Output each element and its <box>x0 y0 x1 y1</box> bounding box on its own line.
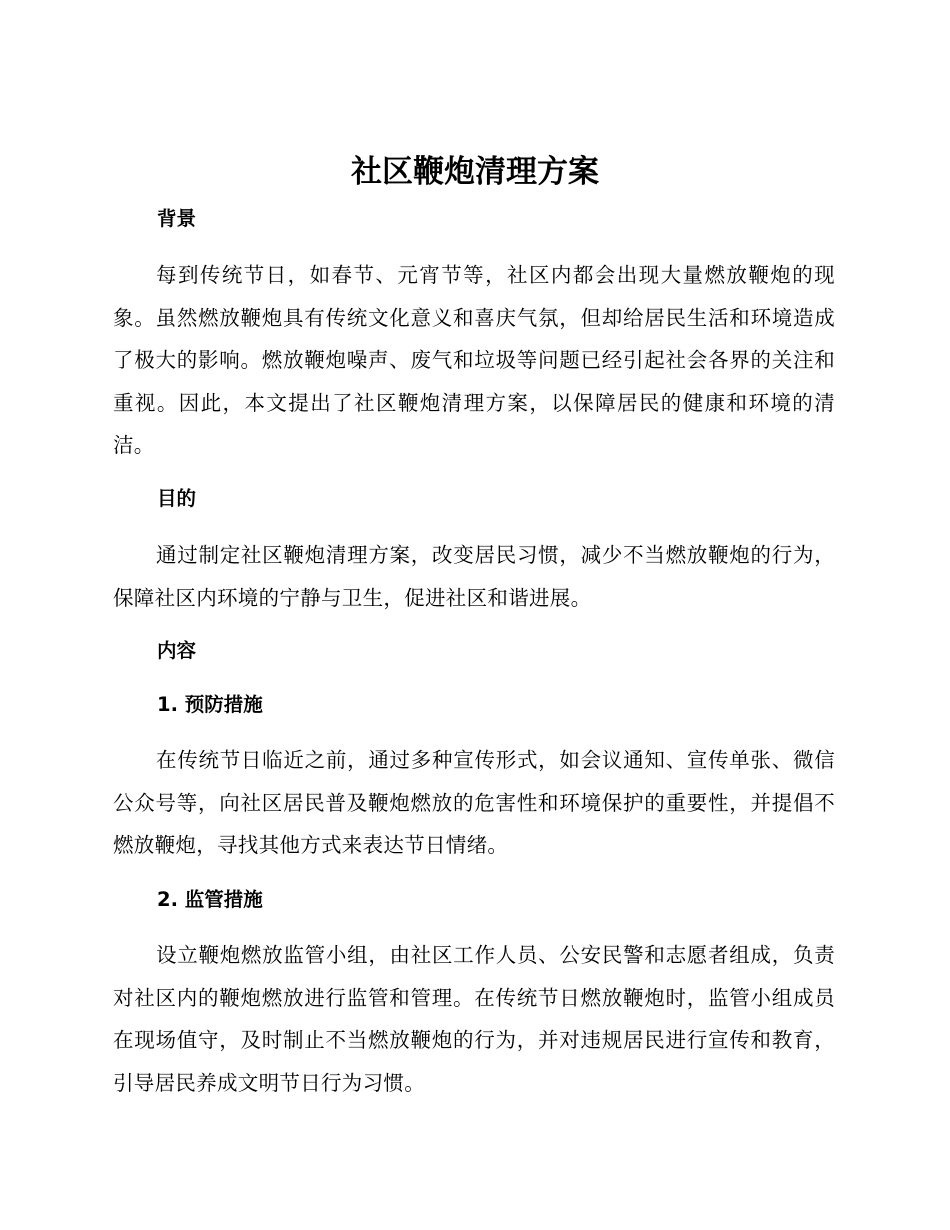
section-heading-content: 内容 <box>157 639 197 662</box>
section-paragraph-purpose: 通过制定社区鞭炮清理方案，改变居民习惯，减少不当燃放鞭炮的行为，保障社区内环境的宁静与卫生，促进社区和谐进展。 <box>113 543 835 610</box>
section-paragraph-supervision: 设立鞭炮燃放监管小组，由社区工作人员、公安民警和志愿者组成，负责对社区内的鞭炮燃放进行监管和管理。在传统节日燃放鞭炮时，监管小组成员在现场值守，及时制止不当燃放鞭炮的行为，并对违规居民进行宣传和教育，引导居民养成文明节日行为习惯。 <box>113 943 835 1095</box>
section-paragraph-prevention: 在传统节日临近之前，通过多种宣传形式，如会议通知、宣传单张、微信公众号等，向社区居民普及鞭炮燃放的危害性和环境保护的重要性，并提倡不燃放鞭炮，寻找其他方式来表达节日情绪。 <box>113 748 835 857</box>
section-heading-purpose: 目的 <box>157 487 197 510</box>
section-paragraph-background: 每到传统节日，如春节、元宵节等，社区内都会出现大量燃放鞭炮的现象。虽然燃放鞭炮具有传统文化意义和喜庆气氛，但却给居民生活和环境造成了极大的影响。燃放鞭炮噪声、废气和垃圾等问题已经引起社会各界的关注和重视。因此，本文提出了社区鞭炮清理方案，以保障居民的健康和环境的清洁。 <box>113 263 835 457</box>
section-heading-prevention: 1. 预防措施 <box>157 693 263 716</box>
document-title: 社区鞭炮清理方案 <box>351 154 599 190</box>
section-heading-background: 背景 <box>157 207 197 230</box>
section-heading-supervision: 2. 监管措施 <box>157 888 263 911</box>
